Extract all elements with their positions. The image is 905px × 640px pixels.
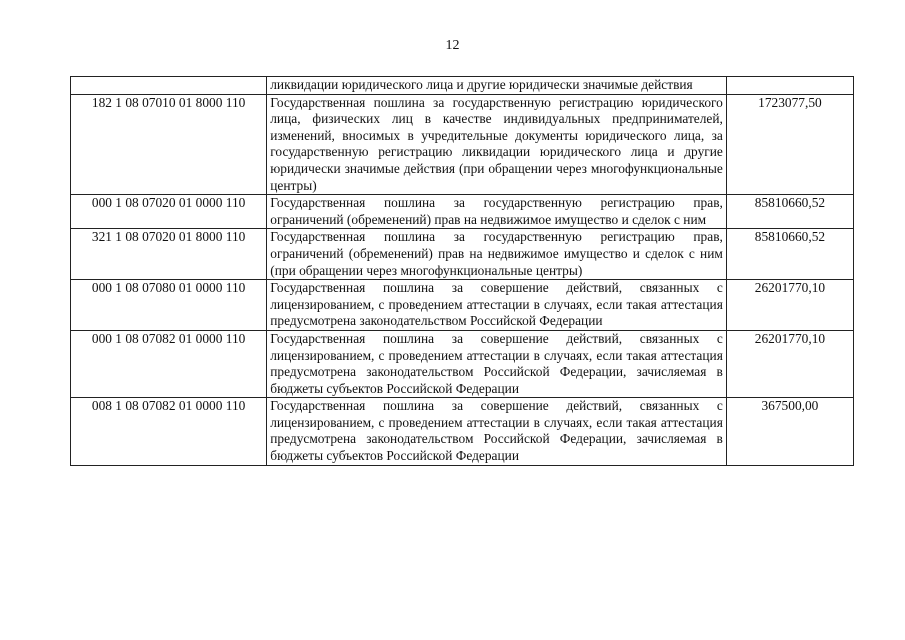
code-cell: 008 1 08 07082 01 0000 110 bbox=[71, 398, 267, 465]
table-row bbox=[71, 398, 854, 465]
description-cell: Государственная пошлина за совершение действий, связанных с лицензированием, с проведением аттестации в случаях, если такая аттестация предусмотрена законодательством Российской Федерации bbox=[267, 280, 727, 331]
code-cell: 321 1 08 07020 01 8000 110 bbox=[71, 229, 267, 280]
amount-cell: 26201770,10 bbox=[726, 280, 853, 331]
code-cell: 182 1 08 07010 01 8000 110 bbox=[71, 94, 267, 195]
amount-cell: 1723077,50 bbox=[726, 94, 853, 195]
code-cell: 000 1 08 07082 01 0000 110 bbox=[71, 330, 267, 397]
amount-cell: 26201770,10 bbox=[726, 330, 853, 397]
description-cell: ликвидации юридического лица и другие юридически значимые действия bbox=[267, 77, 727, 95]
page-number: 12 bbox=[445, 38, 460, 53]
table-row bbox=[71, 280, 854, 331]
table-row bbox=[71, 195, 854, 229]
budget-codes-table bbox=[70, 76, 854, 466]
description-cell: Государственная пошлина за государственную регистрацию юридического лица, физических лиц в качестве индивидуальных предпринимателей, изменений, вносимых в учредительные документы юридического лица, за государственную регистрацию ликвидации юридического лица и другие юридически значимые действия (при обращении через многофункциональные центры) bbox=[267, 94, 727, 195]
description-cell: Государственная пошлина за государственную регистрацию прав, ограничений (обременений) прав на недвижимое имущество и сделок с ним (при обращении через многофункциональные центры) bbox=[267, 229, 727, 280]
amount-cell: 85810660,52 bbox=[726, 229, 853, 280]
description-cell: Государственная пошлина за совершение действий, связанных с лицензированием, с проведением аттестации в случаях, если такая аттестация предусмотрена законодательством Российской Федерации, зачисляемая в бюджеты субъектов Российской Федерации bbox=[267, 398, 727, 465]
table-row bbox=[71, 77, 854, 95]
code-cell: 000 1 08 07080 01 0000 110 bbox=[71, 280, 267, 331]
amount-cell: 85810660,52 bbox=[726, 195, 853, 229]
code-cell bbox=[71, 77, 267, 95]
amount-cell bbox=[726, 77, 853, 95]
description-cell: Государственная пошлина за совершение действий, связанных с лицензированием, с проведением аттестации в случаях, если такая аттестация предусмотрена законодательством Российской Федерации, зачисляемая в бюджеты субъектов Российской Федерации bbox=[267, 330, 727, 397]
code-cell: 000 1 08 07020 01 0000 110 bbox=[71, 195, 267, 229]
table-row bbox=[71, 229, 854, 280]
table-row bbox=[71, 94, 854, 195]
description-cell: Государственная пошлина за государственную регистрацию прав, ограничений (обременений) прав на недвижимое имущество и сделок с ним bbox=[267, 195, 727, 229]
amount-cell: 367500,00 bbox=[726, 398, 853, 465]
table-row bbox=[71, 330, 854, 397]
